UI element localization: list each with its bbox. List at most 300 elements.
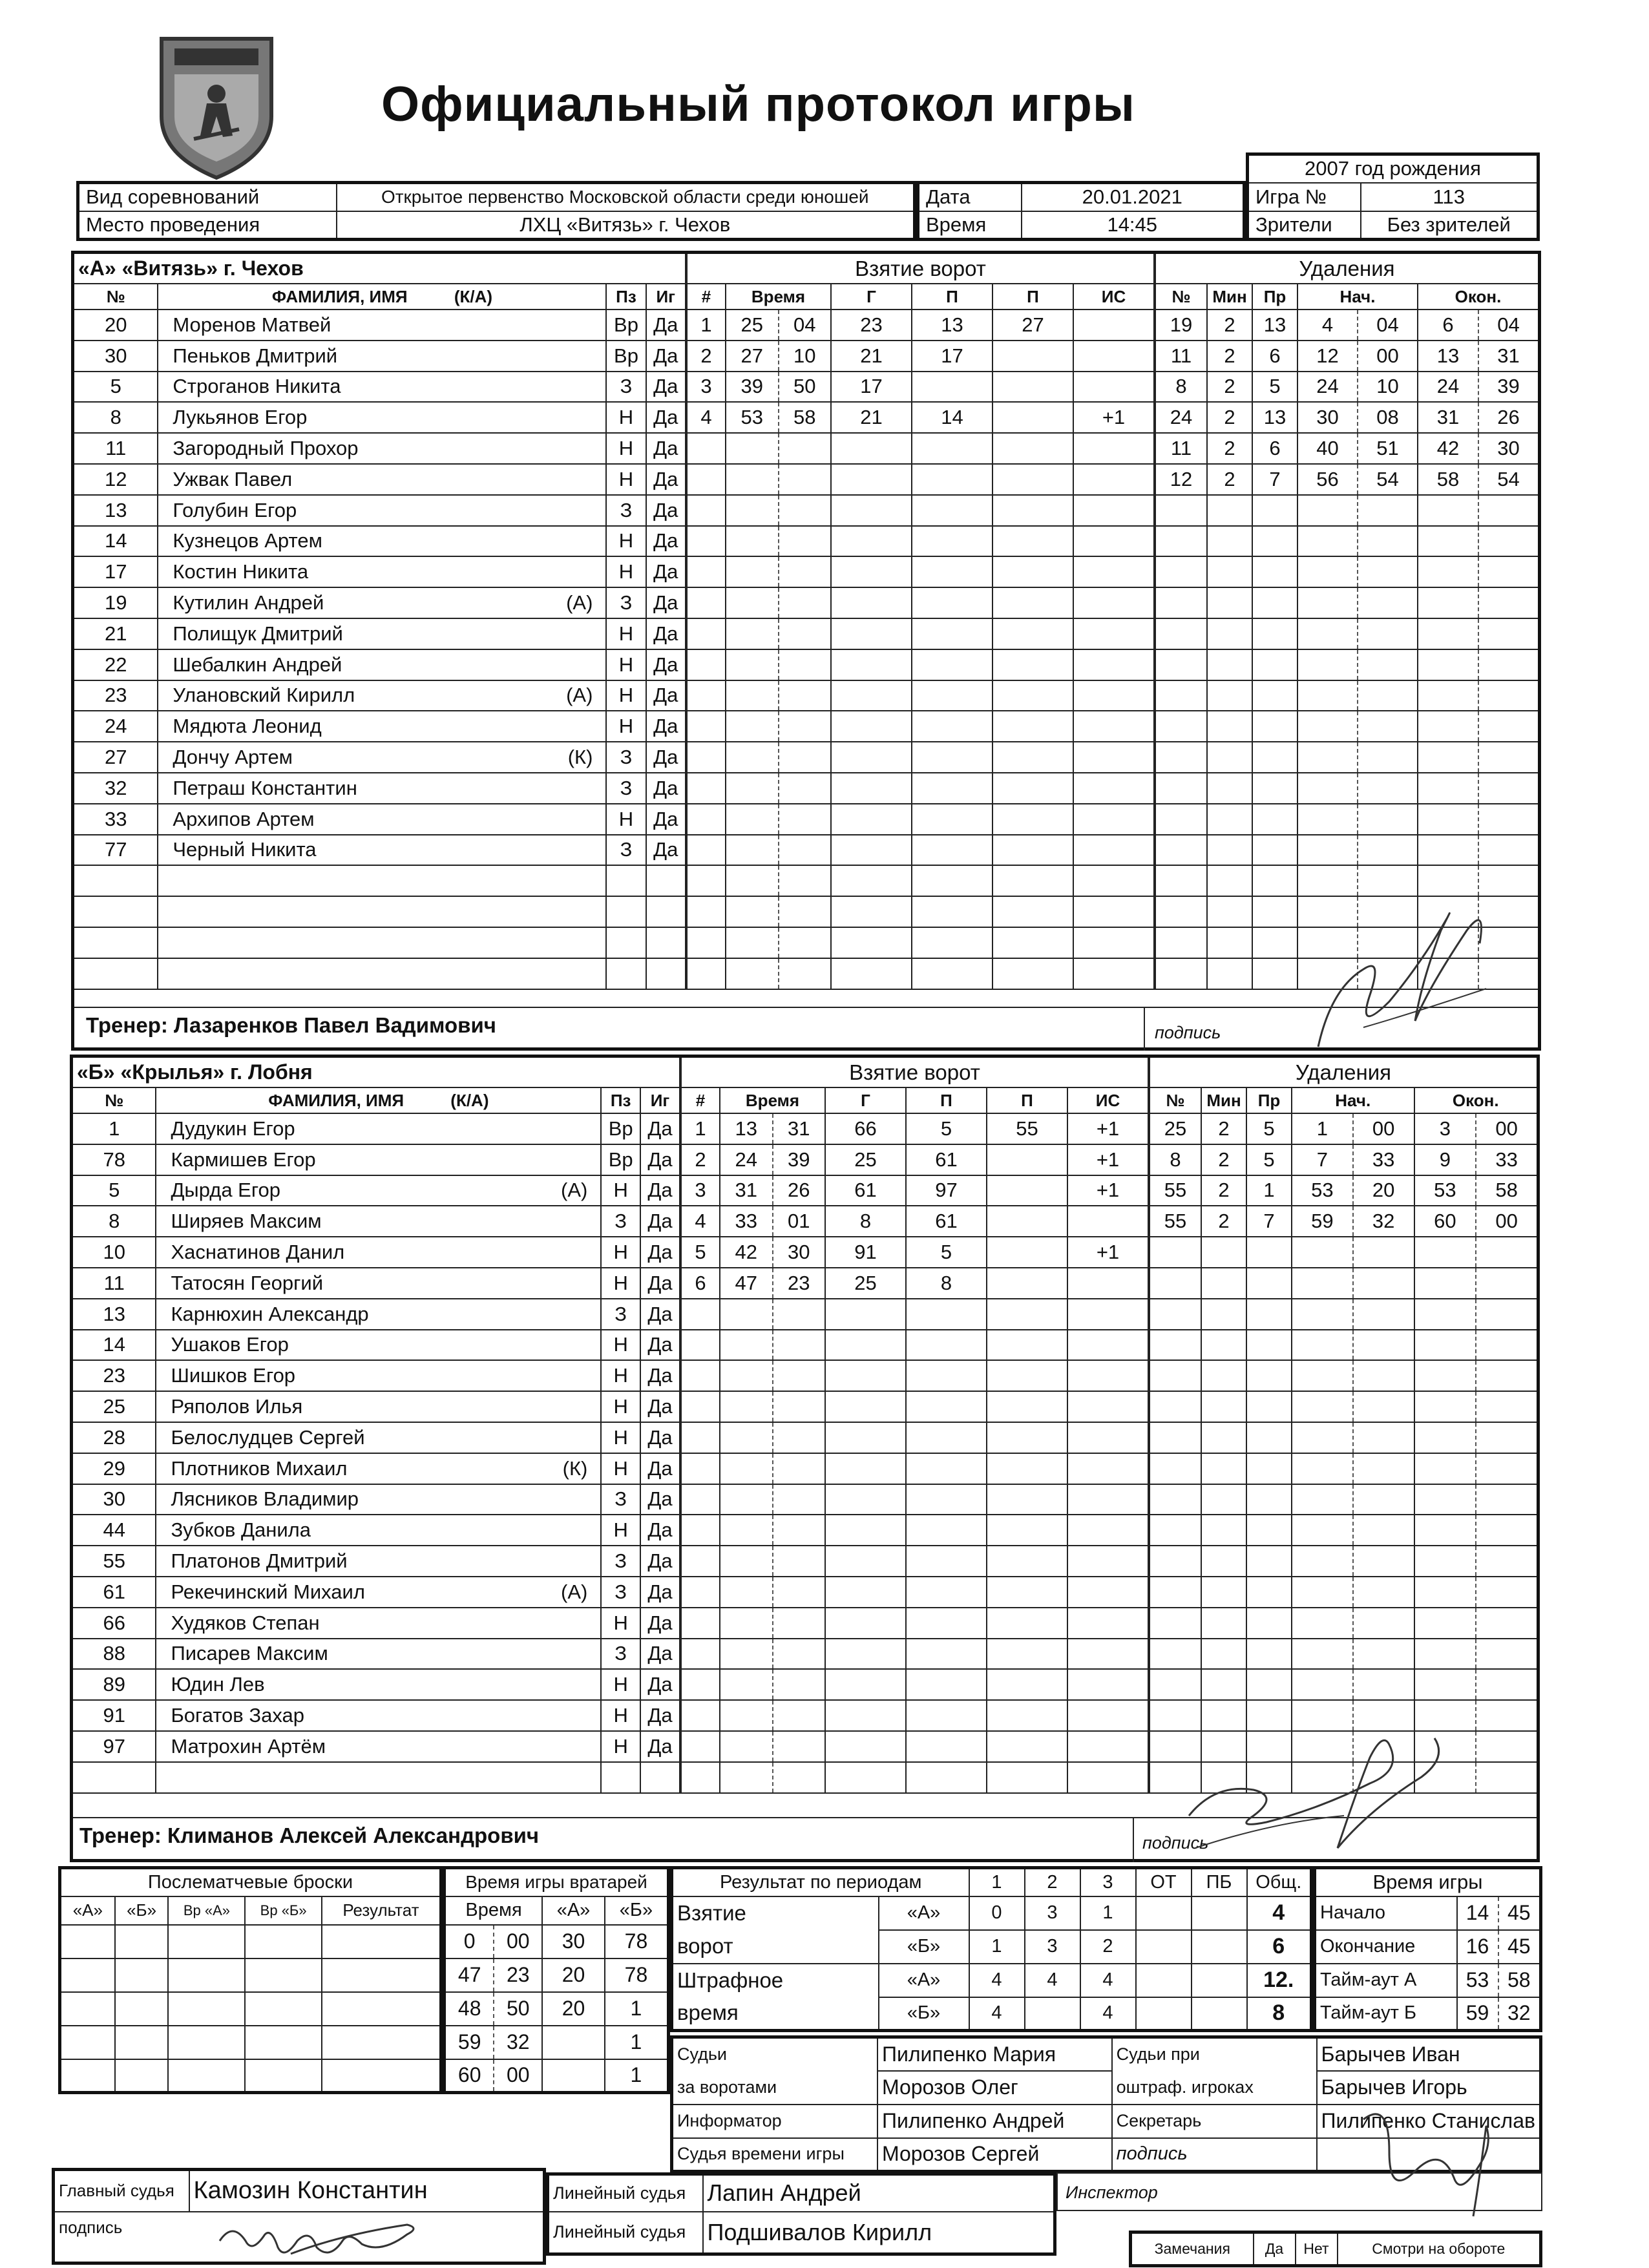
player-number: 32 [74,773,158,804]
goal-assist-1: 14 [912,402,993,433]
penalty-row [1155,526,1538,557]
date-label: Дата [918,183,1022,211]
player-number: 97 [73,1731,156,1762]
penalty-end-min [1414,1330,1476,1361]
penalty-row [1150,1546,1537,1577]
penalty-end-min [1418,804,1478,835]
goal-row [687,464,1154,495]
goalie-a-number [542,2026,605,2059]
goal-assist-1 [912,372,993,403]
goal-minute: 42 [720,1237,773,1268]
player-number: 30 [73,1484,156,1515]
goal-second [773,1731,826,1762]
player-plays: Да [646,526,686,557]
goal-row [681,1175,1148,1206]
penalty-minutes [1201,1237,1246,1268]
goal-row [687,835,1154,866]
goal-scorer: 61 [825,1175,906,1206]
player-name-cell [156,1515,601,1546]
goal-assist-2 [987,1515,1067,1546]
penalty-end-sec [1476,1453,1537,1484]
penalty-player [1155,711,1207,742]
goal-scorer [831,804,912,835]
player-plays: Да [646,464,686,495]
penalty-start-sec [1358,526,1418,557]
goal-minute [726,742,779,773]
goal-minute: 31 [720,1175,773,1206]
goal-minute [720,1391,773,1422]
goal-assist-1 [912,896,993,927]
penalty-player [1150,1639,1201,1670]
penalty-start-min [1297,649,1358,680]
goal-row [681,1731,1148,1762]
goal-number [687,433,726,464]
player-name-cell [158,649,606,680]
player-number: 20 [74,310,158,341]
game-end-label: Окончание [1315,1930,1457,1964]
goal-assist-2 [987,1144,1067,1175]
goal-assist-1 [906,1731,987,1762]
penalty-minutes: 2 [1201,1144,1246,1175]
penalty-row [1150,1422,1537,1453]
roster-row [73,1639,680,1670]
birth-year: 2007 год рождения [1248,154,1539,183]
goal-scorer [831,896,912,927]
goal-minute [720,1762,773,1793]
player-number: 1 [73,1113,156,1144]
goalie-time-row [445,2059,669,2093]
penalty-player: 24 [1155,402,1207,433]
penalty-player [1150,1484,1201,1515]
player-number: 17 [74,556,158,587]
player-name-cell [158,742,606,773]
penalty-end-min [1418,618,1478,649]
goal-scorer [825,1299,906,1330]
penalty-start-min [1292,1608,1353,1639]
goal-second [779,618,832,649]
shootout-table [58,1866,443,2094]
penalty-reason [1246,1669,1292,1700]
player-position: Н [601,1731,640,1762]
pen-col-pr: Пр [1246,1087,1292,1113]
goal-number: 1 [681,1113,720,1144]
penalty-minutes: 2 [1207,372,1252,403]
penalty-row [1155,556,1538,587]
goal-minute: 25 [726,310,779,341]
team-a-penalties-title: Удаления [1155,254,1538,284]
goal-scorer: 91 [825,1237,906,1268]
goal-minute [720,1546,773,1577]
player-name-cell [158,372,606,403]
penalty-minutes [1201,1360,1246,1391]
goal-scorer [825,1731,906,1762]
roster-row [73,1453,680,1484]
player-name-cell [156,1453,601,1484]
goal-scorer [831,433,912,464]
roster-row [74,896,686,927]
empty-cell [646,958,686,989]
penalty-reason [1246,1330,1292,1361]
goal-second [773,1453,826,1484]
goal-number [687,742,726,773]
penalty-end-sec: 00 [1476,1113,1537,1144]
goal-second: 23 [773,1268,826,1299]
goal-number [687,773,726,804]
remarks-no: Нет [1296,2232,1338,2266]
player-name: Ушаков Егор [171,1333,289,1356]
pim-b-p2 [1025,1997,1080,2031]
chief-signature [213,2215,426,2267]
player-number: 10 [73,1237,156,1268]
penalty-reason [1252,526,1297,557]
penalty-row [1150,1484,1537,1515]
penalty-minutes [1201,1515,1246,1546]
goal-row [681,1422,1148,1453]
penalty-player: 8 [1155,372,1207,403]
goal-assist-1 [912,495,993,526]
goals-col-is: ИС [1067,1087,1148,1113]
player-name: Шишков Егор [171,1364,296,1387]
goal-scorer [831,958,912,989]
goal-minute [726,958,779,989]
penalty-minutes [1207,927,1252,958]
player-position: Вр [601,1113,640,1144]
goalie-b-number: 1 [605,2059,669,2093]
roster-row [73,1484,680,1515]
player-plays: Да [646,587,686,618]
goal-assist-2 [993,835,1073,866]
pim-a-p1: 4 [969,1964,1025,1997]
goal-assist-2 [993,680,1073,711]
goal-assist-1 [906,1484,987,1515]
goal-scorer [825,1453,906,1484]
goal-number [681,1453,720,1484]
goal-second: 58 [779,402,832,433]
goals-col-p1: П [912,284,993,310]
league-logo [155,26,278,181]
penalty-end-sec [1476,1268,1537,1299]
officials-signature [1350,2094,1499,2223]
roster-row [73,1391,680,1422]
goal-scorer [825,1639,906,1670]
player-plays: Да [640,1515,680,1546]
place-value: ЛХЦ «Витязь» г. Чехов [337,211,915,240]
penalty-reason [1246,1268,1292,1299]
goal-number [681,1639,720,1670]
goal-row [687,341,1154,372]
player-number: 25 [73,1391,156,1422]
goal-assist-2: 55 [987,1113,1067,1144]
penalty-minutes [1207,711,1252,742]
goal-row [687,649,1154,680]
player-name-cell [156,1299,601,1330]
goal-assist-1 [912,865,993,896]
roster-row [74,649,686,680]
player-plays: Да [640,1144,680,1175]
goal-number [687,649,726,680]
penalty-start-sec: 33 [1353,1144,1414,1175]
goal-row [681,1330,1148,1361]
player-position: З [606,742,646,773]
player-position: З [606,835,646,866]
penalty-end-min: 24 [1418,372,1478,403]
goal-number [681,1669,720,1700]
player-number: 19 [74,587,158,618]
player-plays: Да [646,495,686,526]
empty-cell [74,927,158,958]
penalty-row [1155,649,1538,680]
penalty-reason [1252,927,1297,958]
penalty-start-min [1292,1577,1353,1608]
roster-row [73,1515,680,1546]
penalty-player [1155,649,1207,680]
goal-minute: 39 [726,372,779,403]
player-position: Н [601,1515,640,1546]
goalie-time-row [445,1958,669,1992]
goal-minute [726,495,779,526]
goal-number [687,958,726,989]
player-name: Худяков Степан [171,1611,320,1634]
penalty-minutes [1201,1577,1246,1608]
player-number: 27 [74,742,158,773]
team-b-signature-label: подпись [1142,1833,1209,1853]
player-role: (А) [566,591,593,614]
inspector-label: Инспектор [1066,2183,1158,2202]
goal-scorer [831,865,912,896]
goal-assist-2 [987,1299,1067,1330]
goal-minute [720,1360,773,1391]
goal-assist-2 [993,433,1073,464]
col-ig: Иг [646,284,686,310]
goal-assist-2 [987,1577,1067,1608]
goal-minute [720,1299,773,1330]
pen-col-num: № [1150,1087,1201,1113]
roster-row [74,680,686,711]
penalty-start-sec [1358,680,1418,711]
penalty-end-sec [1476,1422,1537,1453]
goalie-time-second: 23 [494,1958,542,1992]
goal-strength [1067,1546,1148,1577]
goals-a-pb [1192,1896,1247,1930]
roster-row [74,804,686,835]
timeout-a-minutes: 53 [1457,1964,1498,1997]
penalty-end-sec [1476,1330,1537,1361]
goal-number [681,1360,720,1391]
team-a-signature [1292,892,1506,1060]
goal-second: 39 [773,1144,826,1175]
penalty-reason [1246,1515,1292,1546]
goal-strength [1073,773,1154,804]
penalty-start-sec [1353,1669,1414,1700]
goals-col-p2: П [993,284,1073,310]
goal-minute [720,1639,773,1670]
goal-strength: +1 [1067,1237,1148,1268]
player-plays: Да [646,372,686,403]
competition-label: Вид соревнований [78,183,337,211]
goal-row [687,680,1154,711]
penalty-player [1155,680,1207,711]
penalty-reason [1246,1391,1292,1422]
goal-strength [1067,1391,1148,1422]
goal-minute [726,587,779,618]
goal-strength: +1 [1067,1175,1148,1206]
penalty-row [1150,1639,1537,1670]
goals-a-p1: 0 [969,1896,1025,1930]
chief-signature-label: подпись [54,2212,545,2263]
goal-scorer: 17 [831,372,912,403]
game-time-table [1313,1866,1542,2032]
penalty-start-sec [1353,1391,1414,1422]
team-a-name: «А» «Витязь» г. Чехов [74,254,686,284]
goal-scorer [831,773,912,804]
goals-row-team-b: «Б» [879,1930,969,1964]
penalty-row [1150,1113,1537,1144]
penalty-start-sec [1358,649,1418,680]
goalie-a-number [542,2059,605,2093]
player-position: Н [606,526,646,557]
penalty-player [1155,587,1207,618]
goal-second [773,1608,826,1639]
goal-minute [726,433,779,464]
game-end-hours: 16 [1457,1930,1498,1964]
goal-minute [720,1330,773,1361]
goal-strength [1073,464,1154,495]
goal-assist-2: 27 [993,310,1073,341]
player-plays: Да [646,402,686,433]
penalty-end-sec [1478,526,1538,557]
goal-minute: 27 [726,341,779,372]
goal-minute [726,711,779,742]
goal-scorer [831,927,912,958]
period-col-1: 1 [969,1868,1025,1896]
player-name: Хаснатинов Данил [171,1241,345,1264]
penalty-end-sec [1476,1237,1537,1268]
player-name-cell [158,804,606,835]
empty-cell [646,896,686,927]
penalty-row [1155,618,1538,649]
roster-row [73,1360,680,1391]
goal-scorer: 21 [831,402,912,433]
player-name-cell [158,680,606,711]
penalty-player: 12 [1155,464,1207,495]
goal-number [681,1422,720,1453]
penalty-start-min: 53 [1292,1175,1353,1206]
game-start-minutes: 45 [1498,1896,1541,1930]
goal-assist-2 [993,927,1073,958]
penalty-start-min [1292,1391,1353,1422]
roster-row [73,1700,680,1731]
player-number: 24 [74,711,158,742]
penalty-reason [1252,742,1297,773]
penalty-minutes [1207,835,1252,866]
penalty-reason [1252,865,1297,896]
goal-scorer [831,587,912,618]
goal-row [687,556,1154,587]
team-b-name: «Б» «Крылья» г. Лобня [73,1058,680,1087]
penalty-row [1155,742,1538,773]
player-name-cell [158,495,606,526]
player-position: З [601,1206,640,1237]
penalty-start-min [1292,1299,1353,1330]
timeout-a-label: Тайм-аут А [1315,1964,1457,1997]
penalty-minutes [1201,1639,1246,1670]
goal-second [773,1299,826,1330]
goal-number: 2 [681,1144,720,1175]
penalty-end-min [1418,835,1478,866]
goal-assist-1 [912,835,993,866]
goal-scorer [825,1577,906,1608]
empty-cell [606,958,646,989]
goal-strength [1067,1299,1148,1330]
penalty-row [1150,1144,1537,1175]
goalie-time-row [445,1925,669,1958]
player-name: Кутилин Андрей [173,591,324,614]
goal-row [681,1515,1148,1546]
player-name-cell [156,1175,601,1206]
goal-assist-1 [906,1608,987,1639]
penalty-start-sec [1353,1422,1414,1453]
goal-scorer [831,680,912,711]
goal-assist-1 [912,773,993,804]
goal-second [773,1577,826,1608]
chief-judge-name: Камозин Константин [189,2170,545,2212]
penalty-player [1155,618,1207,649]
timeout-b-label: Тайм-аут Б [1315,1997,1457,2031]
empty-cell [606,927,646,958]
penalty-row [1150,1608,1537,1639]
goal-row [687,742,1154,773]
player-plays: Да [640,1175,680,1206]
goal-minute [726,526,779,557]
penalty-end-sec: 00 [1476,1206,1537,1237]
penalty-start-sec [1358,711,1418,742]
penalty-player [1150,1360,1201,1391]
goal-second [779,464,832,495]
player-plays: Да [646,680,686,711]
penalty-minutes [1207,526,1252,557]
goal-assist-1 [912,927,993,958]
goals-b-p1: 1 [969,1930,1025,1964]
penalty-row [1150,1515,1537,1546]
penalty-judge-1: Барычев Иван [1317,2037,1541,2071]
penalty-player [1155,835,1207,866]
goal-row [687,372,1154,403]
pim-a-pb [1192,1964,1247,1997]
roster-row [74,402,686,433]
goal-assist-2 [987,1546,1067,1577]
penalty-end-sec [1478,587,1538,618]
player-plays: Да [646,618,686,649]
player-number: 78 [73,1144,156,1175]
player-name: Кармишев Егор [171,1148,316,1171]
officials-signature-label: подпись [1112,2138,1317,2172]
player-name-cell [156,1546,601,1577]
goal-strength [1073,556,1154,587]
penalty-minutes [1207,495,1252,526]
goal-second [779,773,832,804]
penalty-minutes [1201,1484,1246,1515]
penalty-end-min: 6 [1418,310,1478,341]
penalty-reason [1252,495,1297,526]
goal-second [773,1669,826,1700]
goal-scorer [831,556,912,587]
player-name: Шебалкин Андрей [173,653,342,676]
penalty-reason: 5 [1246,1144,1292,1175]
goal-assist-1 [912,742,993,773]
penalty-reason: 13 [1252,402,1297,433]
goal-assist-1: 97 [906,1175,987,1206]
player-position: Н [606,618,646,649]
